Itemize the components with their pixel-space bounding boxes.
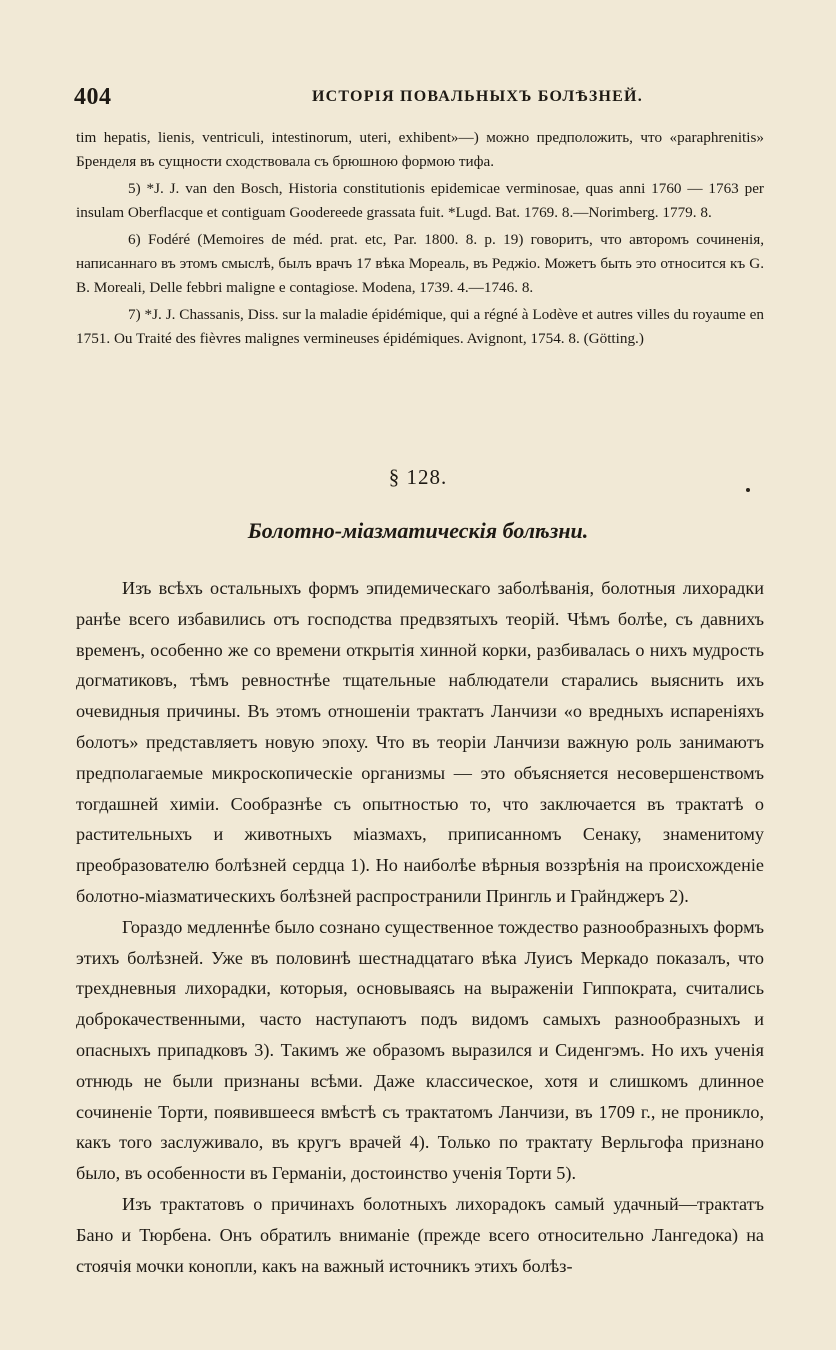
footnote-5: 5) *J. J. van den Bosch, Historia constitutionis epidemicae verminosae, quas anni 1760 — 1763 per insulam Oberflacque et contiguam Goodereede grassata fuit. *Lugd. Bat. 1769. 8.—Norimberg. 1779. 8. — [76, 179, 764, 222]
footnote-continuation: tim hepatis, lienis, ventriculi, intestinorum, uteri, exhibent»—) можно предположить, что «paraphrenitis» Бренделя въ сущности сходствовала съ брюшною формою тифа. — [76, 129, 764, 171]
printer-dot — [746, 488, 750, 492]
section-title: Болотно-міазматическія болѣзни. — [247, 518, 589, 543]
footnote-7: 7) *J. J. Chassanis, Diss. sur la maladie épidémique, qui a régné à Lodève et autres villes du royaume en 1751. Ou Traité des fièvres malignes vermineuses épidémiques. Avignont, 1754. 8. (Götting.) — [76, 305, 764, 348]
footnotes — [76, 126, 764, 352]
paragraph-2: Гораздо медленнѣе было сознано существенное тождество разнообразныхъ формъ этихъ болѣзней. Уже въ половинѣ шестнадцатаго вѣка Луисъ Меркадо показалъ, что трехдневныя лихорадки, которыя, основываясь на выраженіи Гиппократа, считались доброкачественными, часто наступаютъ подъ видомъ самыхъ разнообразныхъ и опасныхъ припадковъ 3). Такимъ же образомъ выразился и Сиденгэмъ. Но ихъ ученія отнюдь не были признаны всѣми. Даже классическое, хотя и слишкомъ длинное сочиненіе Торти, появившееся вмѣстѣ съ трактатомъ Ланчизи, въ 1709 г., не проникло, какъ того заслуживало, въ кругъ врачей 4). Только по трактату Верльгофа признано было, въ особенности въ Германіи, достоинство ученія Торти 5). — [76, 916, 764, 1184]
running-head: ИСТОРІЯ ПОВАЛЬНЫХЪ БОЛѢЗНЕЙ. — [312, 88, 643, 105]
footnote-6: 6) Fodéré (Memoires de méd. prat. etc, Par. 1800. 8. p. 19) говоритъ, что авторомъ сочиненія, написаннаго въ этомъ смыслѣ, былъ врачъ 17 вѣка Мореаль, въ Реджіо. Можетъ быть это относится къ G. B. Moreali, Delle febbri maligne e contagiose. Modena, 1739. 4.—1746. 8. — [76, 230, 764, 297]
paragraph-3: Изъ трактатовъ о причинахъ болотныхъ лихорадокъ самый удачный—трактатъ Бано и Тюрбена. Онъ обратилъ вниманіе (прежде всего относительно Лангедока) на стоячія мочки конопли, какъ на важный источникъ этихъ болѣз- — [76, 1193, 764, 1276]
paragraph-1: Изъ всѣхъ остальныхъ формъ эпидемическаго заболѣванія, болотныя лихорадки ранѣе всего избавились отъ господства предвзятыхъ теорій. Чѣмъ болѣе, съ давнихъ временъ, особенно же со времени открытія хинной корки, разбивалась о нихъ мудрость догматиковъ, тѣмъ ревностнѣе тщательные наблюдатели старались выяснить ихъ очевидныя причины. Въ этомъ отношеніи трактатъ Ланчизи «о вредныхъ испареніяхъ болотъ» представляетъ новую эпоху. Что въ теоріи Ланчизи важную роль занимаютъ предполагаемые микроскопическіе организмы — это объясняется несовершенствомъ тогдашней химіи. Сообразнѣе съ опытностью то, что заключается въ трактатѣ о растительныхъ и животныхъ міазмахъ, приписанномъ Сенаку, знаменитому преобразователю болѣзней сердца 1). Но наиболѣе вѣрныя воззрѣнія на происхожденіе болотно-міазматическихъ болѣзней распространили Прингль и Грайнджеръ 2). — [76, 578, 764, 906]
main-text — [76, 573, 764, 1281]
page-number: 404 — [74, 84, 112, 110]
section-number: § 128. — [388, 465, 448, 489]
page-header — [74, 84, 764, 118]
